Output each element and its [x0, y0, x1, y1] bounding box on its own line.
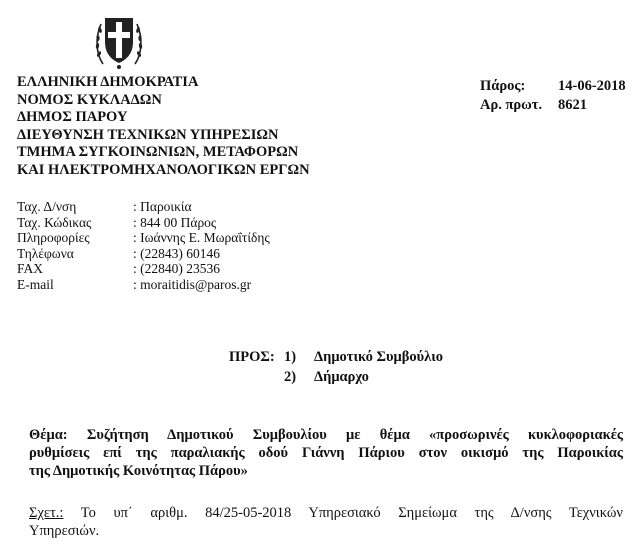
org-line: ΔΙΕΥΘΥΝΣΗ ΤΕΧΝΙΚΩΝ ΥΠΗΡΕΣΙΩΝ — [17, 126, 279, 143]
recipient-number: 2) — [284, 369, 297, 385]
subject-line: Συζήτηση Δημοτικού Συμβουλίου με θέμα «προσωρινές κυκλοφοριακές — [86, 427, 623, 443]
reference-line: Υπηρεσιών. — [29, 523, 100, 539]
contact-details — [17, 199, 270, 293]
contact-row — [17, 261, 270, 277]
contact-value: : (22843) 60146 — [133, 245, 220, 261]
recipient-number: 1) — [284, 349, 297, 365]
contact-label: FAX — [17, 261, 44, 277]
org-line: ΚΑΙ ΗΛΕΚΤΡΟΜΗΧΑΝΟΛΟΓΙΚΩΝ ΕΡΓΩΝ — [17, 161, 310, 178]
contact-label: Τηλέφωνα — [17, 245, 74, 261]
contact-row — [17, 277, 270, 293]
document-date: 14-06-2018 — [558, 78, 626, 94]
subject-line: ρυθμίσεις επί της παραλιακής οδού Γιάννη Πάριου στον οικισμό της Παροικίας — [29, 445, 623, 461]
reference-line: Το υπ΄ αριθμ. 84/25-05-2018 Υπηρεσιακό Σημείωμα της Δ/νσης Τεχνικών — [80, 505, 623, 521]
protocol-number: 8621 — [558, 97, 587, 113]
protocol-label: Αρ. πρωτ. — [480, 97, 543, 113]
recipients-label: ΠΡΟΣ: — [229, 349, 275, 365]
recipient-name: Δήμαρχο — [314, 369, 369, 385]
reference — [29, 504, 623, 540]
contact-label: Πληροφορίες — [17, 230, 90, 246]
org-line: ΤΜΗΜΑ ΣΥΓΚΟΙΝΩΝΙΩΝ, ΜΕΤΑΦΟΡΩΝ — [17, 144, 299, 160]
subject-line: της Δημοτικής Κοινότητας Πάρου» — [29, 463, 248, 479]
org-line: ΔΗΜΟΣ ΠΑΡΟΥ — [17, 109, 128, 125]
org-line: ΕΛΛΗΝΙΚΗ ΔΗΜΟΚΡΑΤΙΑ — [17, 74, 199, 90]
recipients — [229, 347, 443, 387]
contact-value: : Παροικία — [133, 199, 192, 214]
issuing-authority — [17, 74, 310, 179]
contact-row — [17, 230, 270, 246]
contact-value: : (22840) 23536 — [133, 261, 220, 277]
org-line: ΝΟΜΟΣ ΚΥΚΛΑΔΩΝ — [17, 91, 162, 108]
contact-label: E-mail — [17, 276, 54, 292]
contact-label: Ταχ. Δ/νση — [17, 199, 77, 214]
contact-row — [17, 199, 270, 215]
greek-coat-of-arms-icon — [93, 8, 145, 72]
subject — [29, 426, 623, 480]
contact-label: Ταχ. Κώδικας — [17, 214, 92, 230]
contact-row — [17, 215, 270, 231]
contact-email: : moraitidis@paros.gr — [133, 276, 252, 292]
subject-label: Θέμα: — [29, 427, 68, 443]
contact-row — [17, 246, 270, 262]
reference-label: Σχετ.: — [29, 505, 64, 521]
document-meta — [480, 77, 626, 115]
recipient-name: Δημοτικό Συμβούλιο — [314, 349, 443, 365]
contact-value: : Ιωάννης Ε. Μωραΐτίδης — [133, 230, 270, 246]
place-label: Πάρος: — [480, 78, 526, 94]
contact-value: : 844 00 Πάρος — [133, 214, 217, 230]
